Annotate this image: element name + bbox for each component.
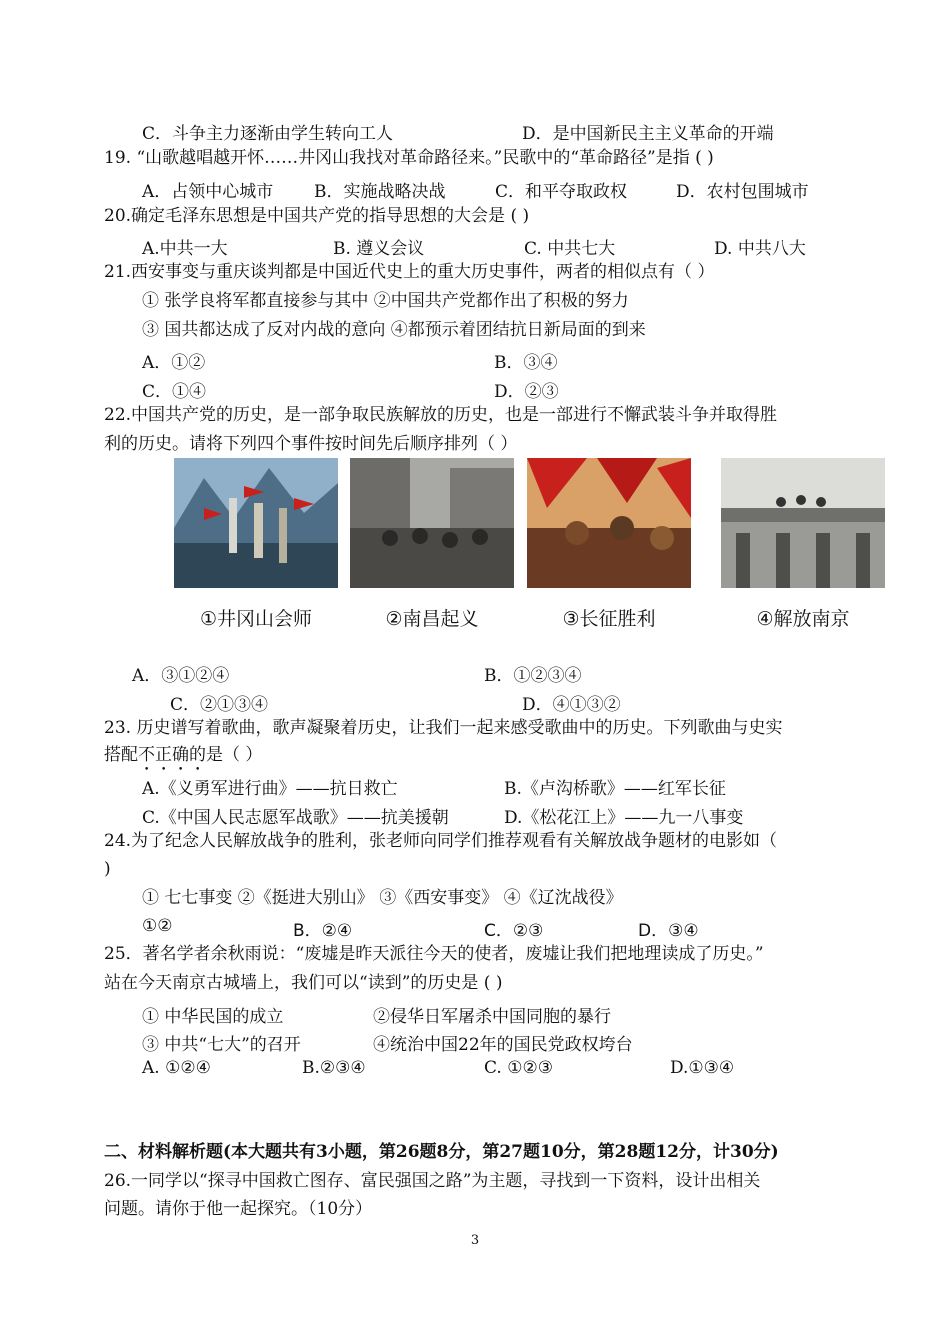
q24-statements: ① 七七事变 ②《挺进大别山》 ③《西安事变》 ④《辽沈战役》 <box>142 888 623 908</box>
q25-statement-1: ① 中华民国的成立 <box>142 1007 284 1027</box>
q24-stem-line2: ) <box>104 859 111 879</box>
q24-option-c: C．②③ <box>484 921 544 941</box>
q21-statements-2: ③ 国共都达成了反对内战的意向 ④都预示着团结抗日新局面的到来 <box>142 320 646 340</box>
q19-option-b: B．实施战略决战 <box>314 182 446 202</box>
q21-stem: 21.西安事变与重庆谈判都是中国近代史上的重大历史事件，两者的相似点有（ ） <box>104 262 715 282</box>
q25-option-d: D.①③④ <box>670 1058 735 1078</box>
q20-stem: 20.确定毛泽东思想是中国共产党的指导思想的大会是 ( ) <box>104 206 530 226</box>
q21-option-c: C．①④ <box>142 382 207 402</box>
figure-long-march-victory <box>527 458 691 588</box>
q21-statements-1: ① 张学良将军都直接参与其中 ②中国共产党都作出了积极的努力 <box>142 291 629 311</box>
q23-option-d: D.《松花江上》——九一八事变 <box>504 808 744 828</box>
q22-option-a: A．③①②④ <box>132 666 230 686</box>
q24-option-b: B．②④ <box>293 921 353 941</box>
figure-caption-4: ④解放南京 <box>756 608 850 630</box>
q23-option-c: C.《中国人民志愿军战歌》——抗美援朝 <box>142 808 449 828</box>
q20-option-d: D. 中共八大 <box>714 239 806 259</box>
q19-stem: 19. “山歌越唱越开怀……井冈山我找对革命路径来。”民歌中的“革命路径”是指 ( ) <box>104 148 714 168</box>
q18-option-d: D．是中国新民主主义革命的开端 <box>522 124 774 144</box>
q23-option-b: B.《卢沟桥歌》——红军长征 <box>504 779 726 799</box>
q19-option-a: A．占领中心城市 <box>142 182 274 202</box>
q23-option-a: A.《义勇军进行曲》——抗日救亡 <box>142 779 398 799</box>
page-number: 3 <box>470 1233 480 1248</box>
q26-stem-line2: 问题。请你于他一起探究。（10分） <box>104 1199 373 1219</box>
q25-statement-2: ②侵华日军屠杀中国同胞的暴行 <box>373 1007 611 1027</box>
q24-stem-line1: 24.为了纪念人民解放战争的胜利，张老师向同学们推荐观看有关解放战争题材的电影如（ <box>104 831 778 851</box>
q20-option-c: C. 中共七大 <box>524 239 616 259</box>
figure-caption-1: ①井冈山会师 <box>199 608 313 630</box>
q23-stem-line2 <box>104 745 262 775</box>
q20-option-b: B. 遵义会议 <box>333 239 425 259</box>
q25-stem-line2: 站在今天南京古城墙上，我们可以“读到”的历史是 ( ) <box>104 973 503 993</box>
q21-option-a: A．①② <box>142 353 206 373</box>
q26-stem-line1: 26.一同学以“探寻中国救亡图存、富民强国之路”为主题，寻找到一下资料，设计出相关 <box>104 1171 761 1191</box>
q21-option-d: D．②③ <box>494 382 559 402</box>
q20-option-a: A.中共一大 <box>142 239 228 259</box>
q21-option-b: B．③④ <box>494 353 558 373</box>
figure-caption-3: ③长征胜利 <box>562 608 656 630</box>
q19-option-c: C．和平夺取政权 <box>495 182 628 202</box>
figure-nanchang-uprising <box>350 458 514 588</box>
q25-stem-line1: 25．著名学者余秋雨说：“废墟是昨天派往今天的使者，废墟让我们把地理读成了历史。” <box>104 944 764 964</box>
q22-stem-line2: 利的历史。请将下列四个事件按时间先后顺序排列（ ） <box>104 434 518 454</box>
q24-option-a: ①② <box>142 916 173 936</box>
q18-option-c: C．斗争主力逐渐由学生转向工人 <box>142 124 394 144</box>
q25-statement-4: ④统治中国22年的国民党政权垮台 <box>373 1035 633 1055</box>
section-2-heading: 二、材料解析题(本大题共有3小题，第26题8分，第27题10分，第28题12分，计30分) <box>104 1142 779 1162</box>
q25-option-a: A. ①②④ <box>142 1058 211 1078</box>
q22-option-c: C．②①③④ <box>170 695 269 715</box>
q22-stem-line1: 22.中国共产党的历史，是一部争取民族解放的历史，也是一部进行不懈武装斗争并取得胜 <box>104 405 778 425</box>
q23-text-post: 是（ ） <box>206 745 263 765</box>
q24-option-d: D．③④ <box>638 921 699 941</box>
q23-emphasis: 不正确的 <box>138 745 206 765</box>
q22-option-d: D．④①③② <box>522 695 621 715</box>
figure-liberation-of-nanjing <box>721 458 885 588</box>
q25-statement-3: ③ 中共“七大”的召开 <box>142 1035 301 1055</box>
q23-stem-line1: 23. 历史谱写着歌曲，歌声凝聚着历史，让我们一起来感受歌曲中的历史。下列歌曲与史实 <box>104 718 783 738</box>
q25-option-c: C. ①②③ <box>484 1058 553 1078</box>
q25-option-b: B.②③④ <box>302 1058 366 1078</box>
q22-option-b: B．①②③④ <box>484 666 582 686</box>
q19-option-d: D．农村包围城市 <box>676 182 809 202</box>
figure-caption-2: ②南昌起义 <box>385 608 479 630</box>
figure-jinggangshan-meeting <box>174 458 338 588</box>
q23-text-pre: 搭配 <box>104 745 138 765</box>
